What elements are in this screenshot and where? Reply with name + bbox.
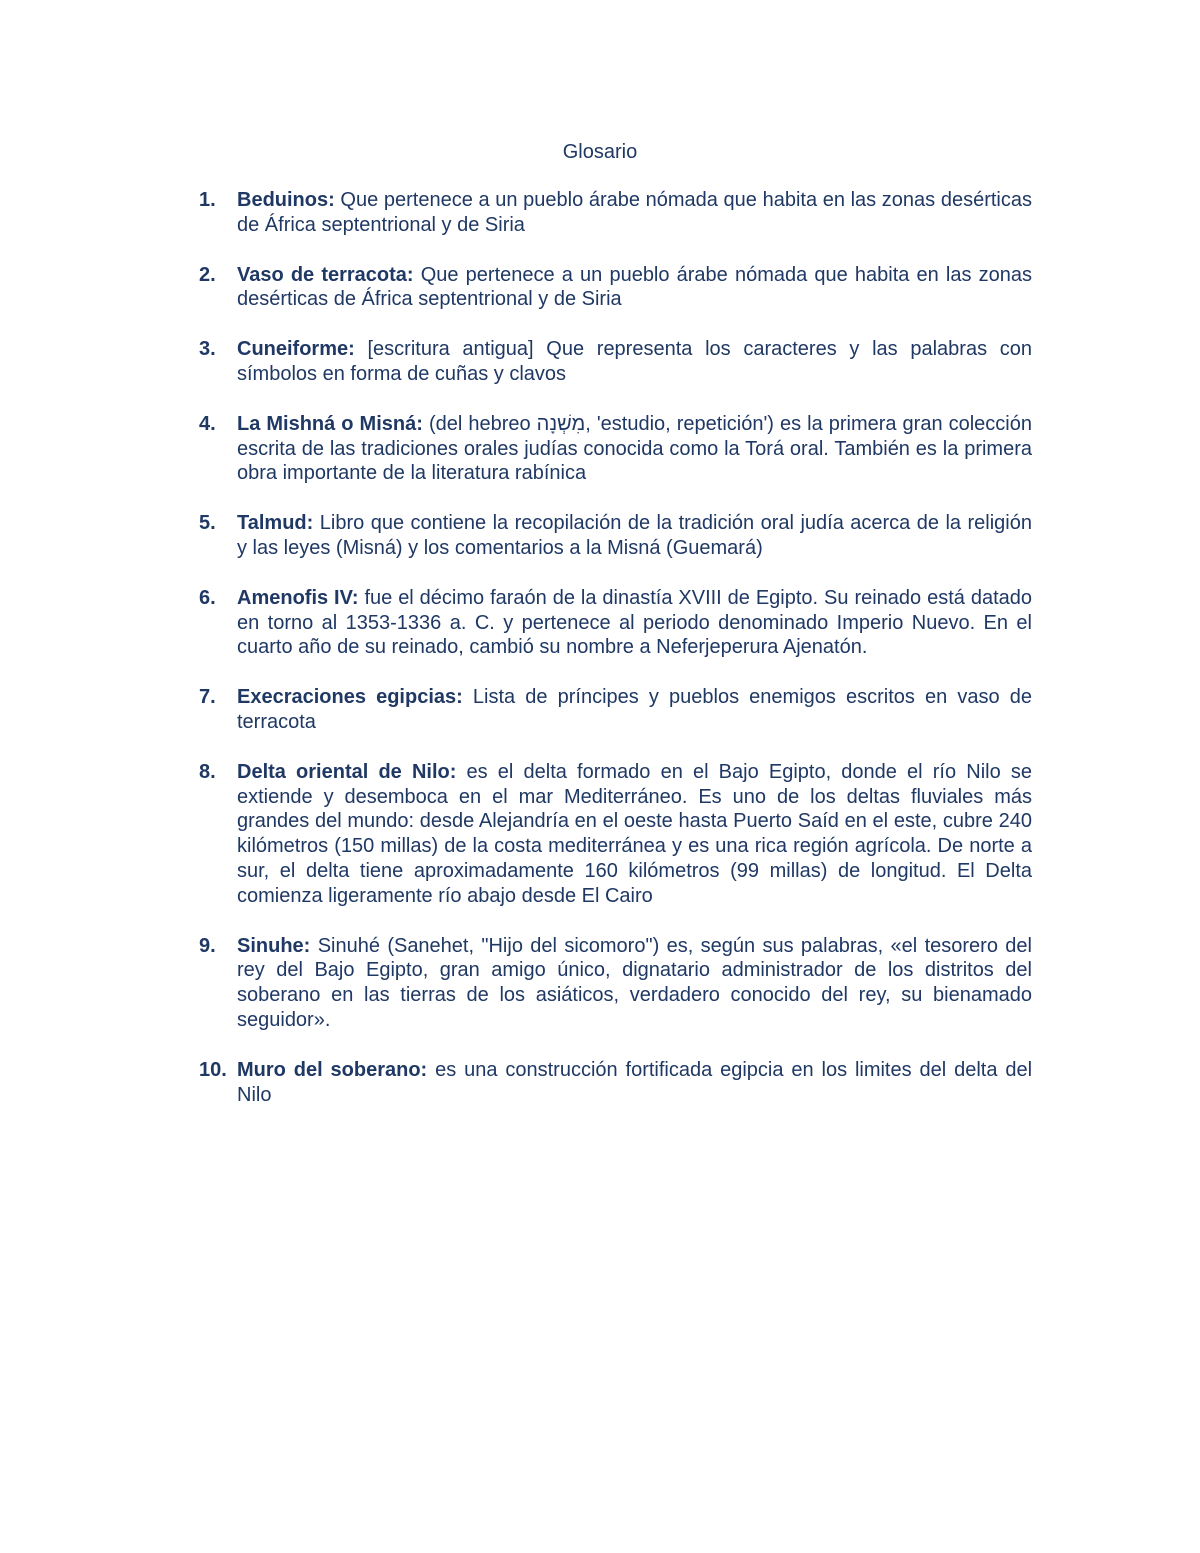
entry-term: Execraciones egipcias:: [237, 686, 473, 709]
entry-number: 3.: [199, 338, 216, 361]
entry-term: Sinuhe:: [237, 934, 318, 957]
entry-definition: Lista de príncipes y pueblos enemigos escritos en vaso de terracota: [237, 686, 1032, 733]
entry-term: Muro del soberano:: [237, 1058, 436, 1081]
entry-number: 9.: [199, 934, 216, 957]
entry-term: Delta oriental de Nilo:: [237, 760, 467, 783]
entry-term: Talmud:: [237, 512, 320, 535]
entry-number: 1.: [199, 189, 216, 211]
entry-definition: es el delta formado en el Bajo Egipto, donde el río Nilo se extiende y desemboca en el mar Mediterráneo. Es uno de los deltas fluviales más grandes del mundo: desde Alejandría en el oeste hasta Puerto Saíd en el este, cubre 240 kilómetros (150 millas) de la costa mediterránea y es una rica región agrícola. De norte a sur, el delta tiene aproximadamente 160 kilómetros (99 millas) de longitud. El Delta comienza ligeramente río abajo desde El Cairo: [237, 760, 1032, 907]
entry-term: Cuneiforme:: [237, 338, 368, 361]
entry-definition: Que pertenece a un pueblo árabe nómada que habita en las zonas desérticas de África septentrional y de Siria: [237, 189, 1032, 236]
entry-term: La Mishná o Misná:: [237, 412, 429, 435]
glossary-entry: [199, 263, 1032, 313]
glossary-entry: [199, 586, 1032, 660]
glossary-list: [199, 188, 1033, 1132]
entry-number: 5.: [199, 512, 216, 535]
glossary-entry: [199, 412, 1032, 486]
glossary-entry: [199, 337, 1033, 387]
entry-term: Amenofis IV:: [237, 586, 365, 609]
entry-definition: es una construcción fortificada egipcia en los limites del delta del Nilo: [237, 1058, 1033, 1106]
page-title: Glosario: [562, 141, 638, 163]
glossary-entry: [199, 511, 1032, 561]
glossary-entry: [199, 760, 1032, 909]
entry-definition: Que pertenece a un pueblo árabe nómada que habita en las zonas desérticas de África septentrional y de Siria: [237, 263, 1032, 311]
entry-term: Beduinos:: [237, 189, 341, 211]
glossary-entry: [199, 1058, 1033, 1108]
glossary-entry: [199, 934, 1032, 1033]
glossary-entry: [199, 685, 1032, 735]
entry-number: 2.: [199, 263, 216, 286]
glossary-entry: [199, 188, 1032, 238]
entry-number: 10.: [199, 1058, 227, 1081]
entry-number: 7.: [199, 686, 216, 709]
entry-definition: Sinuhé (Sanehet, "Hijo del sicomoro") es, según sus palabras, «el tesorero del rey del Bajo Egipto, gran amigo único, dignatario administrador de los distritos del soberano en las tierras de los asiáticos, verdadero conocido del rey, su bienamado seguidor».: [237, 934, 1032, 1031]
entry-number: 8.: [199, 760, 216, 783]
entry-number: 6.: [199, 586, 216, 609]
entry-term: Vaso de terracota:: [237, 263, 421, 286]
entry-definition: fue el décimo faraón de la dinastía XVIII de Egipto. Su reinado está datado en torno al 1353-1336 a. C. y pertenece al periodo denominado Imperio Nuevo. En el cuarto año de su reinado, cambió su nombre a Neferjeperura Ajenatón.: [237, 586, 1032, 659]
entry-definition: (del hebreo מִשְׁנָה, 'estudio, repetición') es la primera gran colección escrita de las tradiciones orales judías conocida como la Torá oral. También es la primera obra importante de la literatura rabínica: [237, 412, 1032, 485]
entry-definition: Libro que contiene la recopilación de la tradición oral judía acerca de la religión y las leyes (Misná) y los comentarios a la Misná (Guemará): [237, 512, 1032, 559]
entry-definition: [escritura antigua] Que representa los caracteres y las palabras con símbolos en forma de cuñas y clavos: [237, 338, 1033, 385]
entry-number: 4.: [199, 412, 216, 435]
